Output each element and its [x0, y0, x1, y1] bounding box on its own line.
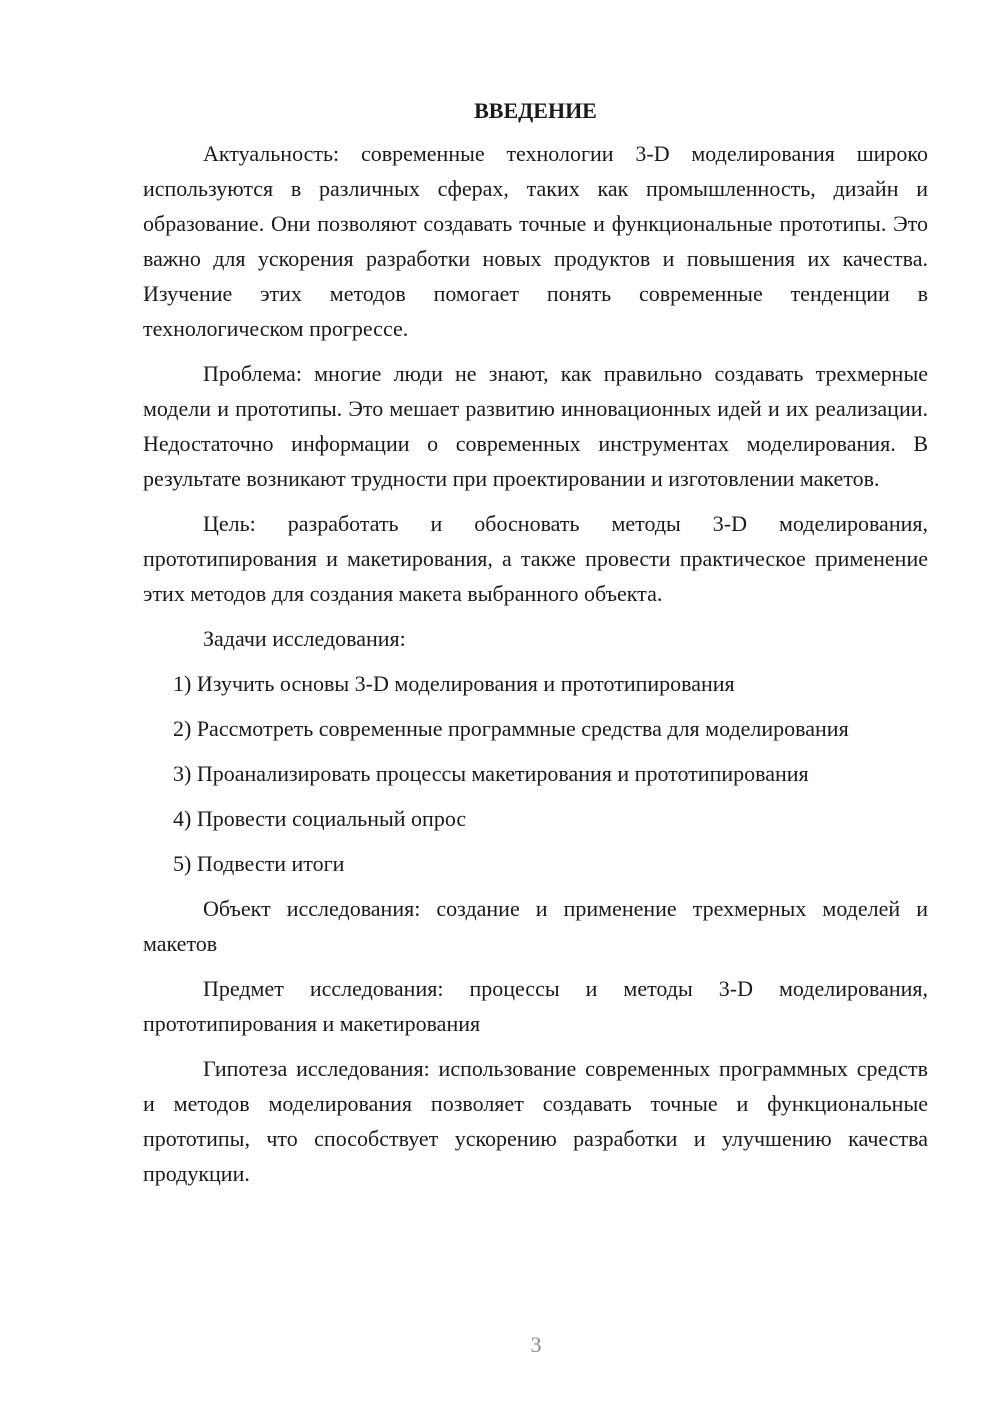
task-item: 1) Изучить основы 3-D моделирования и прототипирования — [173, 671, 735, 696]
paragraph-relevance: Актуальность: современные технологии 3-D моделирования широко используются в различных сферах, таких как промышленность, дизайн и образование. Они позволяют создавать точные и функциональные прототипы. Это важно для ускорения разработки новых продуктов и повышения их качества. Изучение этих методов помогает понять современные тенденции в технологическом прогрессе. — [143, 141, 928, 341]
paragraph-object: Объект исследования: создание и применение трехмерных моделей и макетов — [143, 896, 928, 956]
paragraph-goal: Цель: разработать и обосновать методы 3-D моделирования, прототипирования и макетирования, а также провести практическое применение этих методов для создания макета выбранного объекта. — [143, 511, 928, 606]
page-content — [143, 94, 928, 1191]
task-item: 5) Подвести итоги — [173, 851, 345, 876]
task-item: 3) Проанализировать процессы макетирования и прототипирования — [173, 761, 809, 786]
paragraph-hypothesis: Гипотеза исследования: использование современных программных средств и методов моделирования позволяет создавать точные и функциональные прототипы, что способствует ускорению разработки и улучшению качества продукции. — [143, 1056, 928, 1186]
paragraph-subject: Предмет исследования: процессы и методы 3-D моделирования, прототипирования и макетирования — [143, 976, 928, 1036]
section-title: ВВЕДЕНИЕ — [474, 98, 597, 123]
paragraph-problem: Проблема: многие люди не знают, как правильно создавать трехмерные модели и прототипы. Это мешает развитию инновационных идей и их реализации. Недостаточно информации о современных инструментах моделирования. В результате возникают трудности при проектировании и изготовлении макетов. — [143, 361, 928, 491]
task-item: 2) Рассмотреть современные программные средства для моделирования — [173, 716, 849, 741]
task-item: 4) Провести социальный опрос — [173, 806, 467, 831]
paragraph-tasks-heading: Задачи исследования: — [203, 626, 406, 651]
page-number: 3 — [530, 1332, 542, 1357]
